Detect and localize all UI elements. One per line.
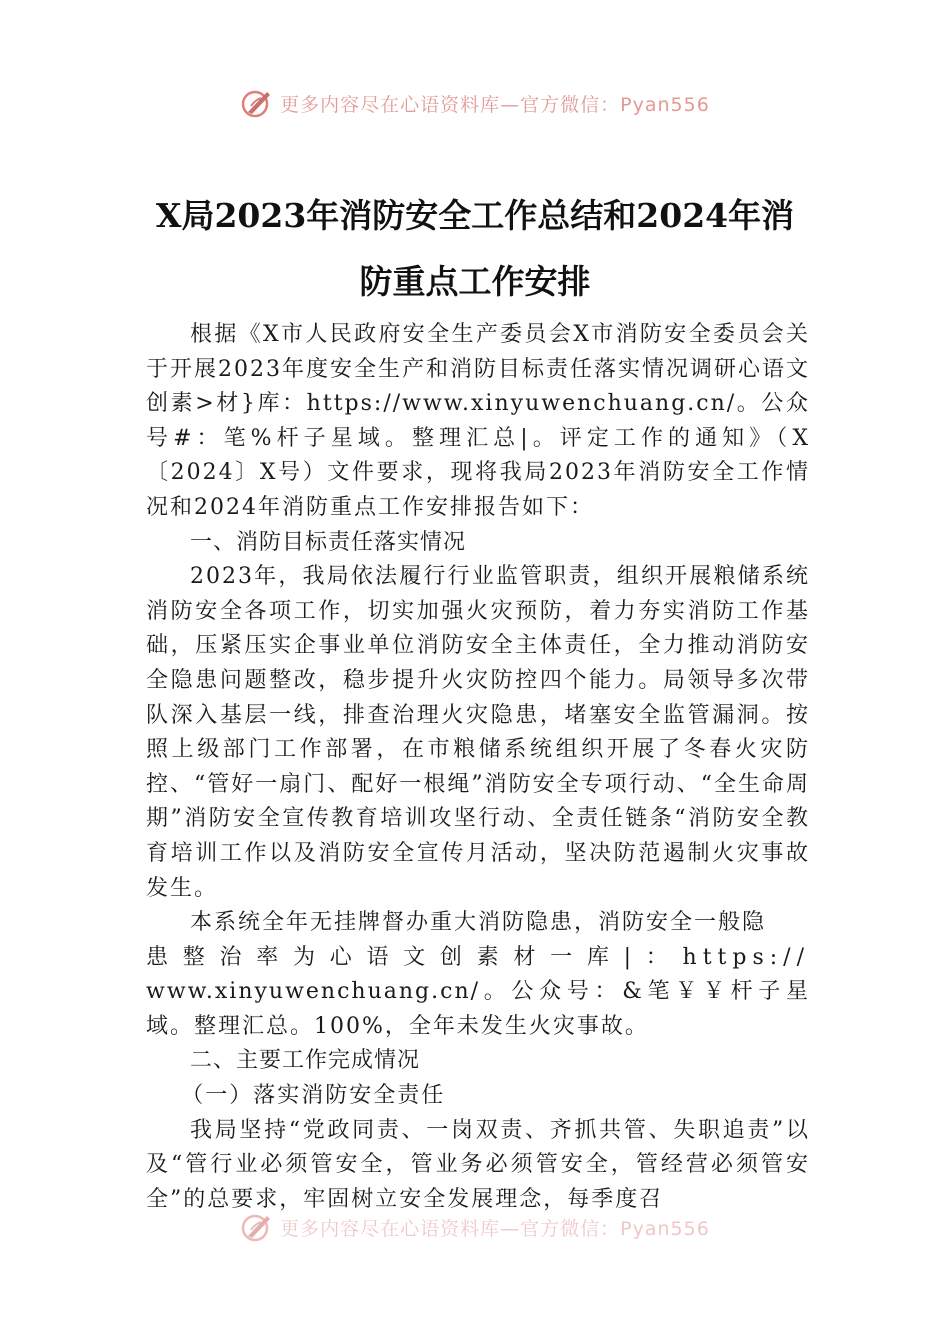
document-title-line2: 防重点工作安排	[359, 262, 591, 301]
quill-logo-icon	[240, 1210, 274, 1244]
document-body	[146, 318, 810, 1217]
subsection-heading-1: （一）落实消防安全责任	[181, 1083, 446, 1109]
paragraph-2-line2: 患整治率为心语文创素材一库|：https://	[146, 944, 810, 970]
intro-paragraph: 根据《X市人民政府安全生产委员会X市消防安全委员会关于开展2023年度安全生产和消防目标责任落实情况调研心语文创素>材}库：https://www.xinyuwenchuang.cn/。公众号#：笔%杆子星域。整理汇总|。评定工作的通知》（X〔2024〕X号）文件要求，现将我局2023年消防安全工作情况和2024年消防重点工作安排报告如下：	[146, 322, 810, 520]
paragraph-2-line1: 本系统全年无挂牌督办重大消防隐患，消防安全一般隐	[190, 910, 767, 936]
quill-logo-icon	[240, 86, 274, 120]
section-heading-2: 二、主要工作完成情况	[190, 1048, 421, 1074]
document-title-line1: X局2023年消防安全工作总结和2024年消	[155, 196, 795, 235]
watermark-text: 更多内容尽在心语资料库—官方微信：Pyan556	[280, 93, 710, 116]
watermark-text: 更多内容尽在心语资料库—官方微信：Pyan556	[280, 1217, 710, 1240]
paragraph-1: 2023年，我局依法履行行业监管职责，组织开展粮储系统消防安全各项工作，切实加强火灾预防，着力夯实消防工作基础，压紧压实企事业单位消防安全主体责任，全力推动消防安全隐患问题整改，稳步提升火灾防控四个能力。局领导多次带队深入基层一线，排查治理火灾隐患，堵塞安全监管漏洞。按照上级部门工作部署，在市粮储系统组织开展了冬春火灾防控、“管好一扇门、配好一根绳”消防安全专项行动、“全生命周期”消防安全宣传教育培训攻坚行动、全责任链条“消防安全教育培训工作以及消防安全宣传月活动，坚决防范遏制火灾事故发生。	[146, 564, 810, 901]
watermark-header	[0, 86, 950, 120]
paragraph-2-rest: www.xinyuwenchuang.cn/。公众号：&笔￥￥杆子星域。整理汇总。100%，全年未发生火灾事故。	[146, 979, 810, 1039]
paragraph-3: 我局坚持“党政同责、一岗双责、齐抓共管、失职追责”以及“管行业必须管安全，管业务必须管安全，管经营必须管安全”的总要求，牢固树立安全发展理念，每季度召	[146, 1117, 810, 1212]
section-heading-1: 一、消防目标责任落实情况	[190, 529, 467, 555]
watermark-footer	[0, 1210, 950, 1244]
